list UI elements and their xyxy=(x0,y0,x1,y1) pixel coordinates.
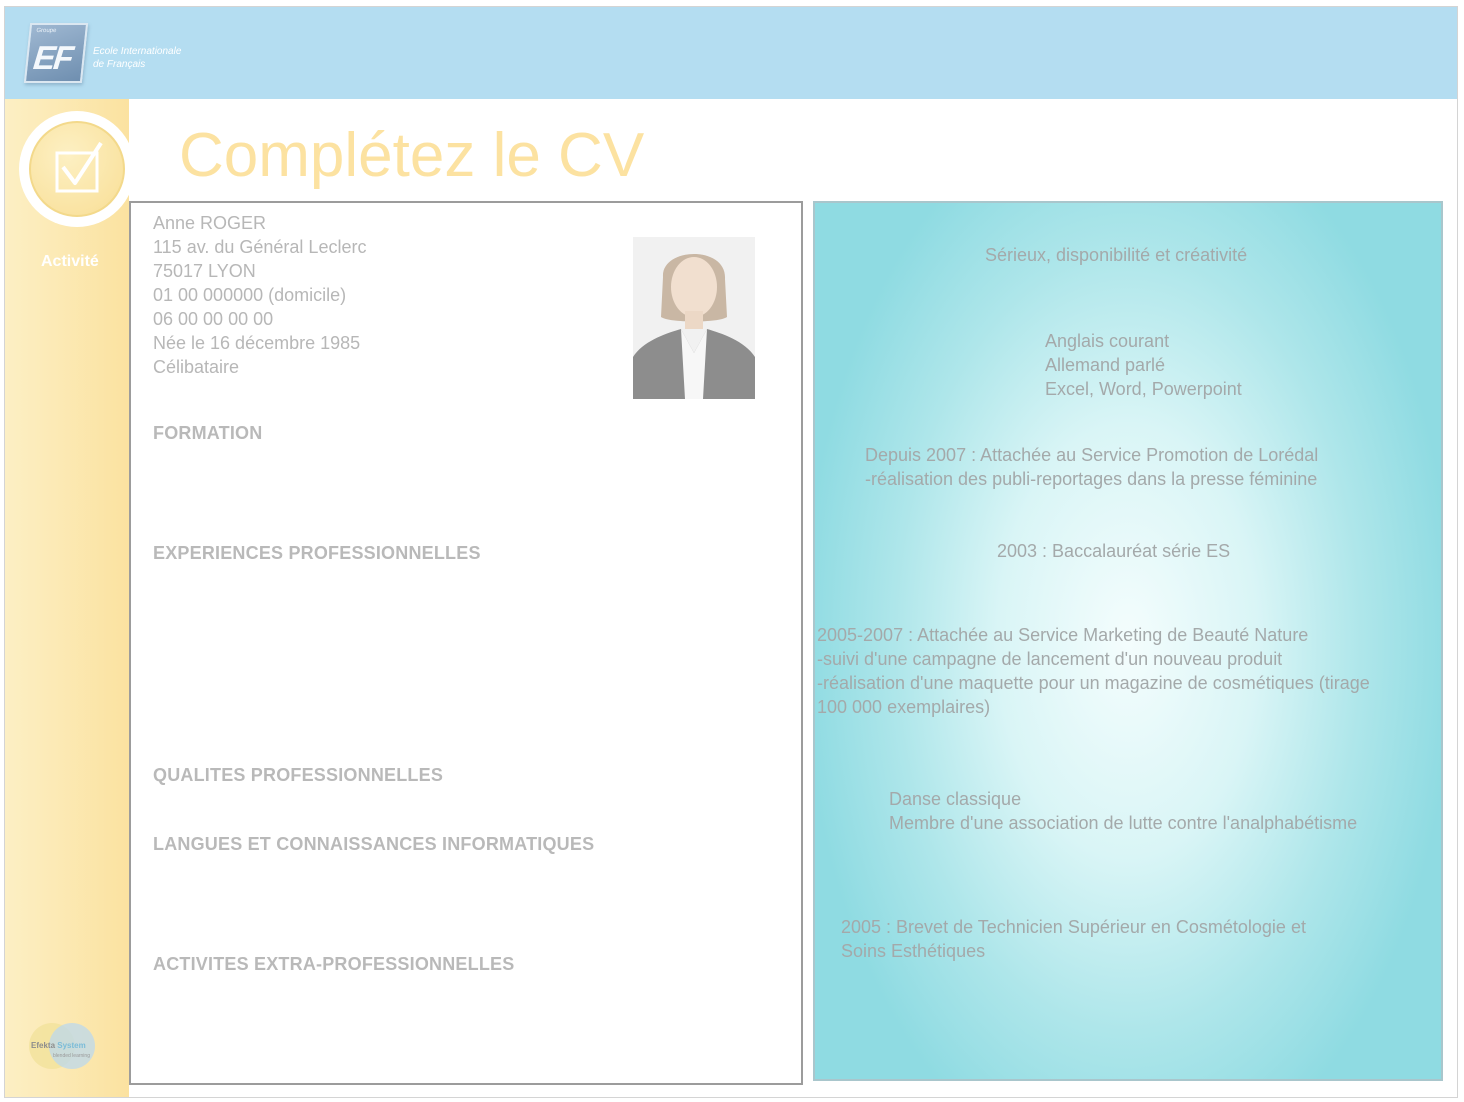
logo-wordmark xyxy=(31,1041,86,1050)
activity-badge xyxy=(19,111,135,227)
answers-panel xyxy=(813,201,1443,1081)
ef-logo-small-text: Groupe xyxy=(35,28,57,34)
identity-block xyxy=(153,211,366,379)
answer-line: -réalisation des publi-reportages dans la presse féminine xyxy=(865,469,1318,489)
logo-subtitle: blended learning xyxy=(53,1053,90,1059)
answer-line: 2005-2007 : Attachée au Service Marketing de Beauté Nature xyxy=(817,625,1309,645)
checkbox-icon xyxy=(29,121,125,217)
answer-line: Soins Esthétiques xyxy=(841,941,986,961)
answer-qualites[interactable] xyxy=(985,243,1247,267)
logo-wordmark-main: Efekta xyxy=(31,1041,56,1050)
profile-photo xyxy=(633,237,755,399)
answer-line: Sérieux, disponibilité et créativité xyxy=(985,245,1248,265)
heading-langues: LANGUES ET CONNAISSANCES INFORMATIQUES xyxy=(153,834,595,854)
ef-tagline: Ecole Internationale de Français xyxy=(93,46,182,70)
heading-formation: FORMATION xyxy=(153,423,263,443)
answer-line: Danse classique xyxy=(889,789,1022,809)
answer-experience-beaute[interactable] xyxy=(817,623,1370,719)
ef-logo xyxy=(24,23,88,83)
header-band xyxy=(5,7,1458,99)
answer-line: 2005 : Brevet de Technicien Supérieur en Cosmétologie et xyxy=(841,917,1306,937)
activity-label: Activité xyxy=(41,253,99,270)
answer-line: Anglais courant xyxy=(1045,331,1170,351)
heading-experiences: EXPERIENCES PROFESSIONNELLES xyxy=(153,543,481,563)
efekta-system-logo xyxy=(23,1017,101,1077)
answer-line: Depuis 2007 : Attachée au Service Promotion de Lorédal xyxy=(865,445,1319,465)
answer-line: Excel, Word, Powerpoint xyxy=(1045,379,1242,399)
activity-sidebar xyxy=(5,99,129,1098)
slide xyxy=(4,6,1458,1098)
answer-extra[interactable] xyxy=(889,787,1357,835)
identity-phone-home: 01 00 000000 (domicile) xyxy=(153,285,347,305)
answer-experience-recent[interactable] xyxy=(865,443,1318,491)
identity-name: Anne ROGER xyxy=(153,213,267,233)
identity-street: 115 av. du Général Leclerc xyxy=(153,237,367,257)
identity-phone-mobile: 06 00 00 00 00 xyxy=(153,309,274,329)
identity-birthdate: Née le 16 décembre 1985 xyxy=(153,333,361,353)
answer-line: -suivi d'une campagne de lancement d'un nouveau produit xyxy=(817,649,1283,669)
answer-bts[interactable] xyxy=(841,915,1306,963)
identity-status: Célibataire xyxy=(153,357,240,377)
heading-qualites: QUALITES PROFESSIONNELLES xyxy=(153,765,444,785)
answer-line: -réalisation d'une maquette pour un magazine de cosmétiques (tirage xyxy=(817,673,1370,693)
answer-langues[interactable] xyxy=(1045,329,1242,401)
heading-activites: ACTIVITES EXTRA-PROFESSIONNELLES xyxy=(153,954,515,974)
cv-panel xyxy=(129,201,803,1085)
ef-logo-letters: EF xyxy=(31,39,74,76)
answer-line: 2003 : Baccalauréat série ES xyxy=(997,541,1231,561)
answer-line: Membre d'une association de lutte contre l'analphabétisme xyxy=(889,813,1358,833)
answer-line: 100 000 exemplaires) xyxy=(817,697,991,717)
identity-city: 75017 LYON xyxy=(153,261,256,281)
logo-wordmark-secondary: System xyxy=(57,1041,86,1050)
answer-line: Allemand parlé xyxy=(1045,355,1166,375)
page-title: Complétez le CV xyxy=(179,121,645,190)
answer-bac[interactable] xyxy=(997,539,1230,563)
